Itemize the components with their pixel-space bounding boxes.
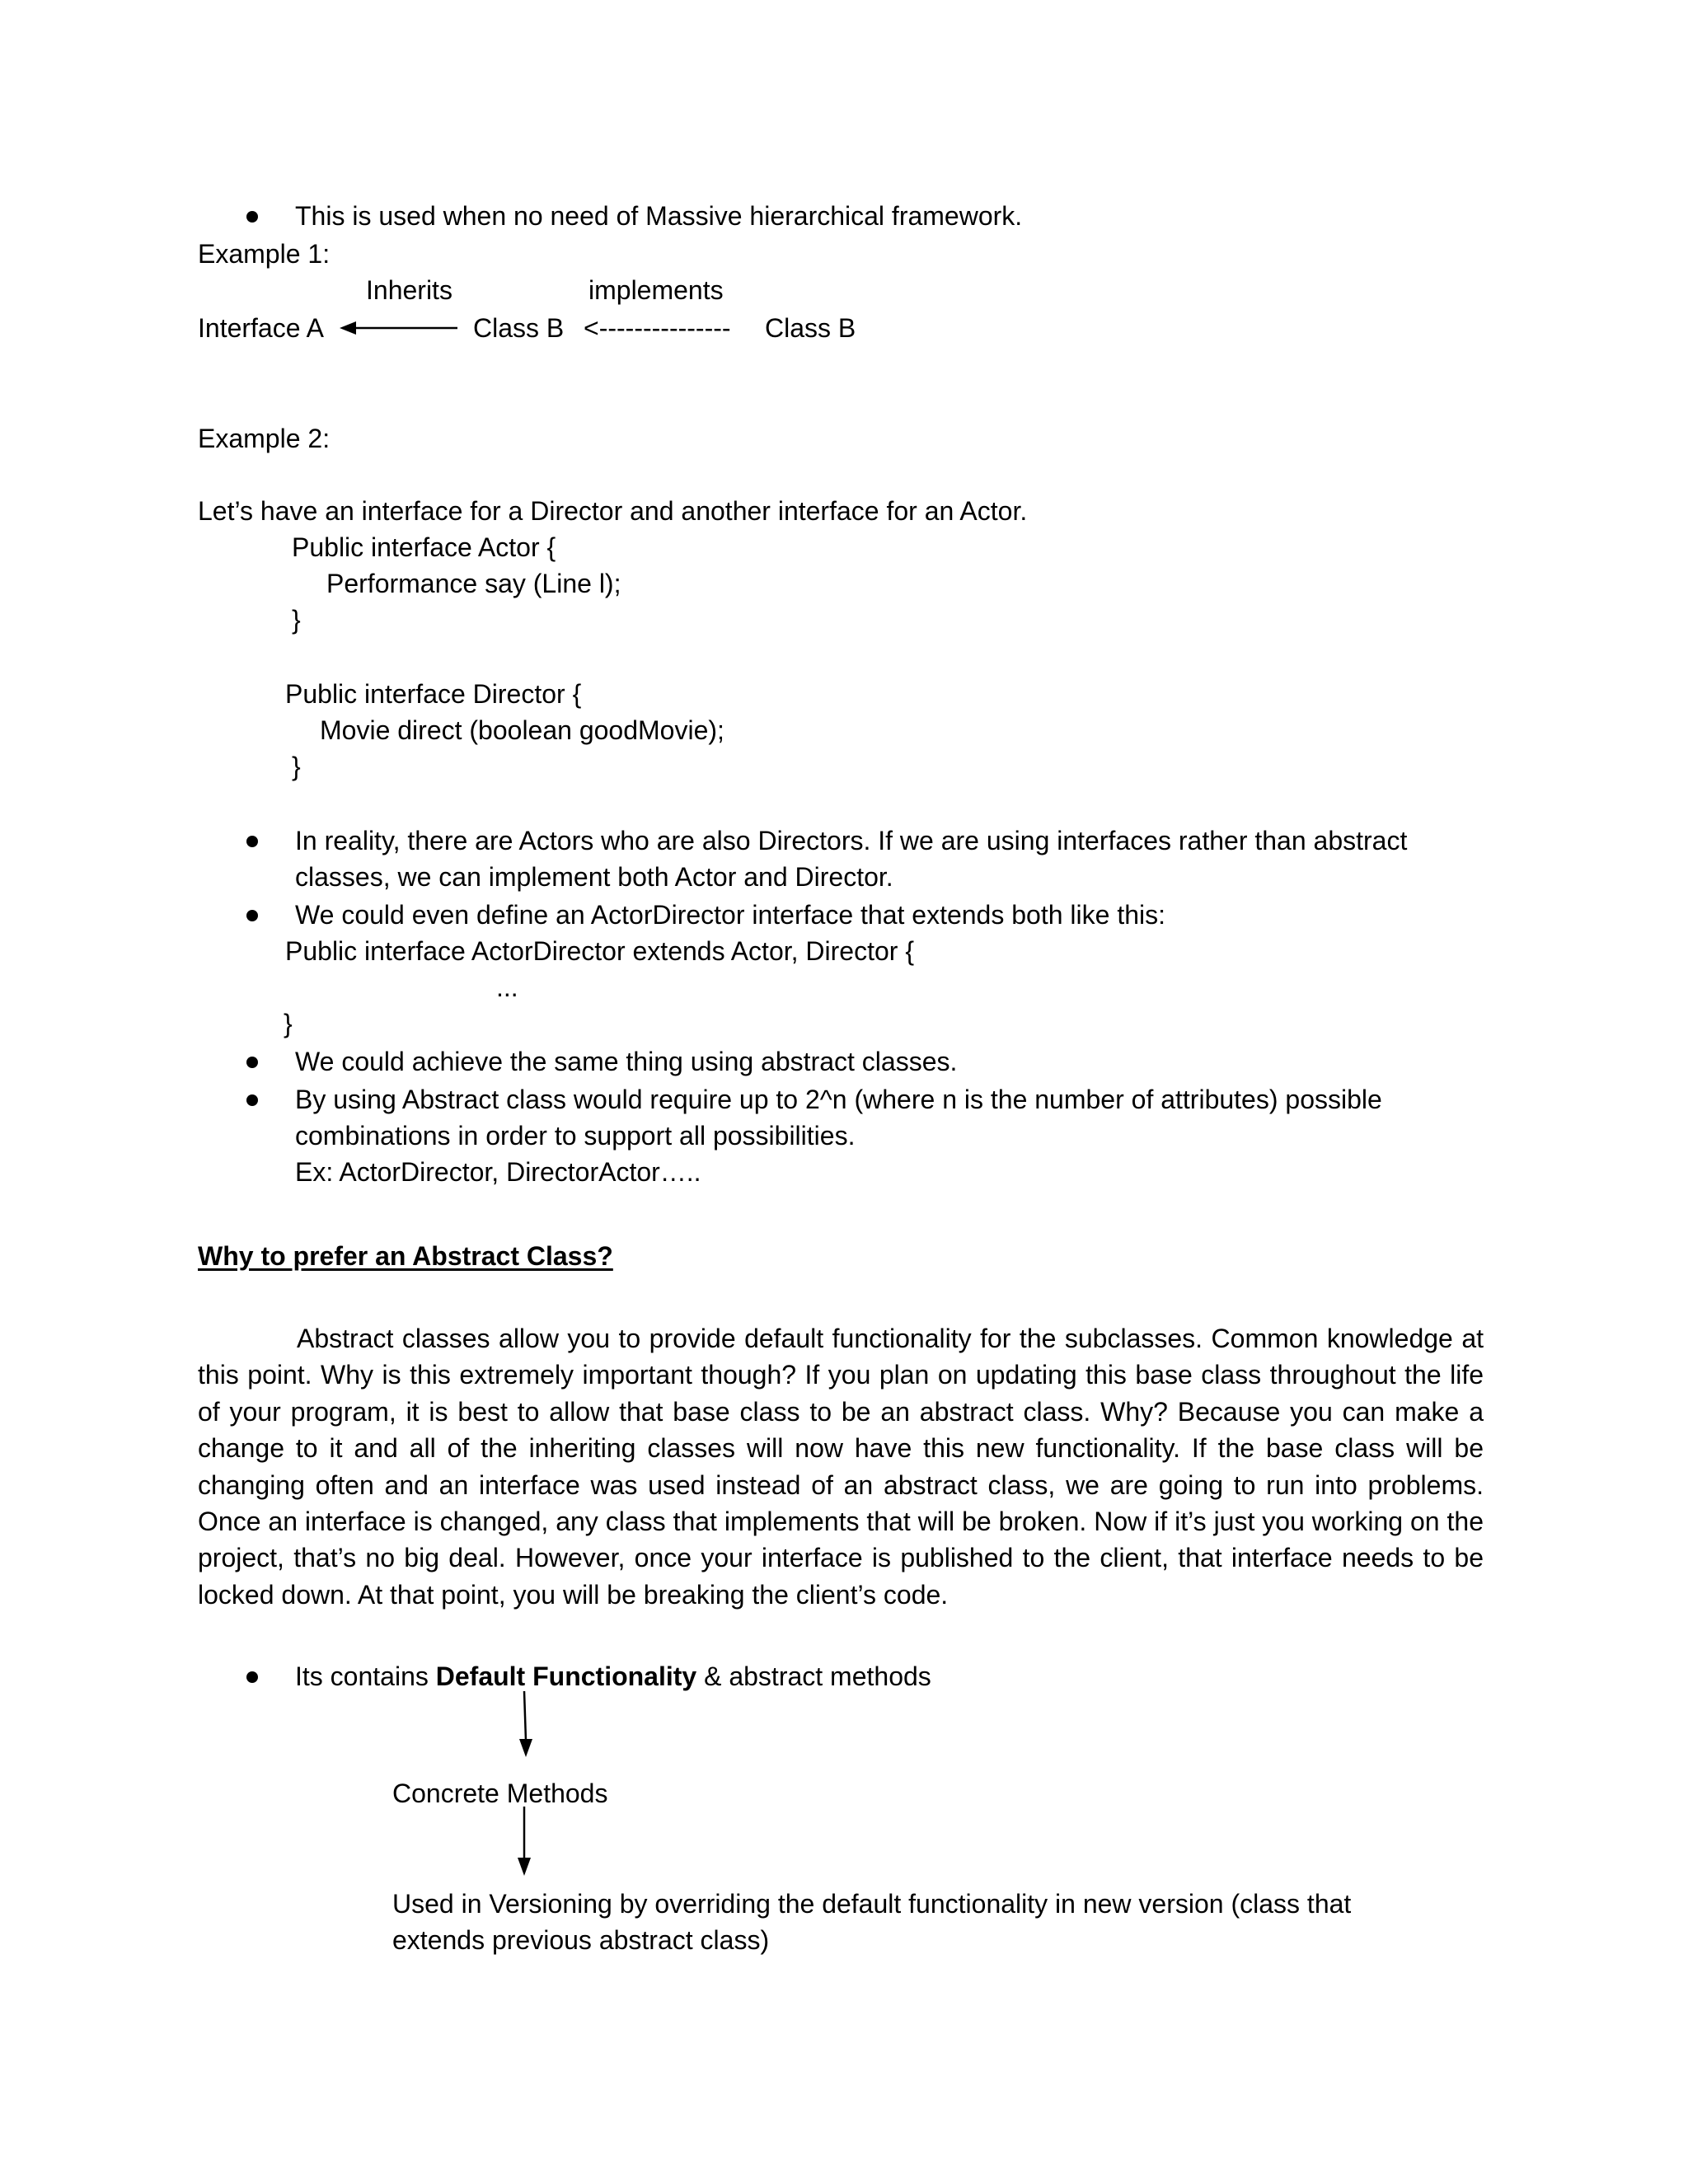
contains-prefix: Its contains [295, 1661, 436, 1691]
dashed-arrow: <--------------- [584, 313, 731, 343]
bullet-text-continuation: Ex: ActorDirector, DirectorActor….. [295, 1157, 701, 1187]
actordirector-code-line: ... [496, 972, 518, 1002]
actor-code-line: Performance say (Line l); [326, 569, 621, 598]
director-code-line: Movie direct (boolean goodMovie); [320, 715, 724, 745]
inherits-arrow-icon [340, 321, 457, 335]
actor-code-line: Public interface Actor { [292, 532, 556, 562]
down-arrow-icon [519, 1691, 532, 1757]
bullet-text-continuation: combinations in order to support all possibilities. [295, 1121, 856, 1151]
actordirector-code-line: } [284, 1009, 293, 1038]
contains-bold: Default Functionality [435, 1661, 697, 1691]
bullet-text: We could even define an ActorDirector interface that extends both like this: [295, 900, 1165, 930]
implements-label: implements [588, 275, 724, 305]
contains-suffix: & abstract methods [696, 1661, 931, 1691]
inherits-label: Inherits [366, 275, 452, 305]
concrete-methods-label: Concrete Methods [392, 1779, 608, 1808]
actordirector-code-line: Public interface ActorDirector extends Actor, Director { [285, 936, 914, 966]
abstract-class-paragraph: Abstract classes allow you to provide default functionality for the subclasses. Common knowledge at this point. Why is this extremely important though? If you plan on updating this base class throughout the life of your program, it is best to allow that base class to be an abstract class. Why? Because you can make a change to it and all of the inheriting classes will now have this new functionality. If the base class will be changing often and an interface was used instead of an abstract class, we are going to run into problems. Once an interface is changed, any class that implements that will be broken. Now if it’s just you working on the project, that’s no big deal. However, once your interface is published to the client, that interface needs to be locked down. At that point, you will be breaking the client’s code. [198, 1324, 1484, 1610]
bullet-text: We could achieve the same thing using abstract classes. [295, 1047, 958, 1076]
example2-heading: Example 2: [198, 424, 331, 453]
versioning-text: Used in Versioning by overriding the default functionality in new version (class that [392, 1889, 1352, 1919]
director-code-line: Public interface Director { [285, 679, 582, 709]
actor-code-line: } [292, 605, 301, 635]
class-b-right-label: Class B [765, 313, 856, 343]
example1-heading: Example 1: [198, 239, 331, 269]
example2-intro: Let’s have an interface for a Director and another interface for an Actor. [198, 496, 1028, 526]
section-heading: Why to prefer an Abstract Class? [198, 1241, 613, 1271]
bullet-text-continuation: classes, we can implement both Actor and Director. [295, 862, 893, 892]
interface-a-label: Interface A [198, 313, 324, 343]
director-code-line: } [292, 752, 301, 781]
bullet-text: By using Abstract class would require up to 2^n (where n is the number of attributes) possible [295, 1085, 1382, 1114]
versioning-text-continuation: extends previous abstract class) [392, 1925, 770, 1955]
bullet-text: In reality, there are Actors who are also Directors. If we are using interfaces rather than abstract [295, 826, 1408, 855]
bullet-text: This is used when no need of Massive hierarchical framework. [295, 201, 1023, 231]
down-arrow-icon [518, 1807, 531, 1876]
class-b-left-label: Class B [473, 313, 565, 343]
